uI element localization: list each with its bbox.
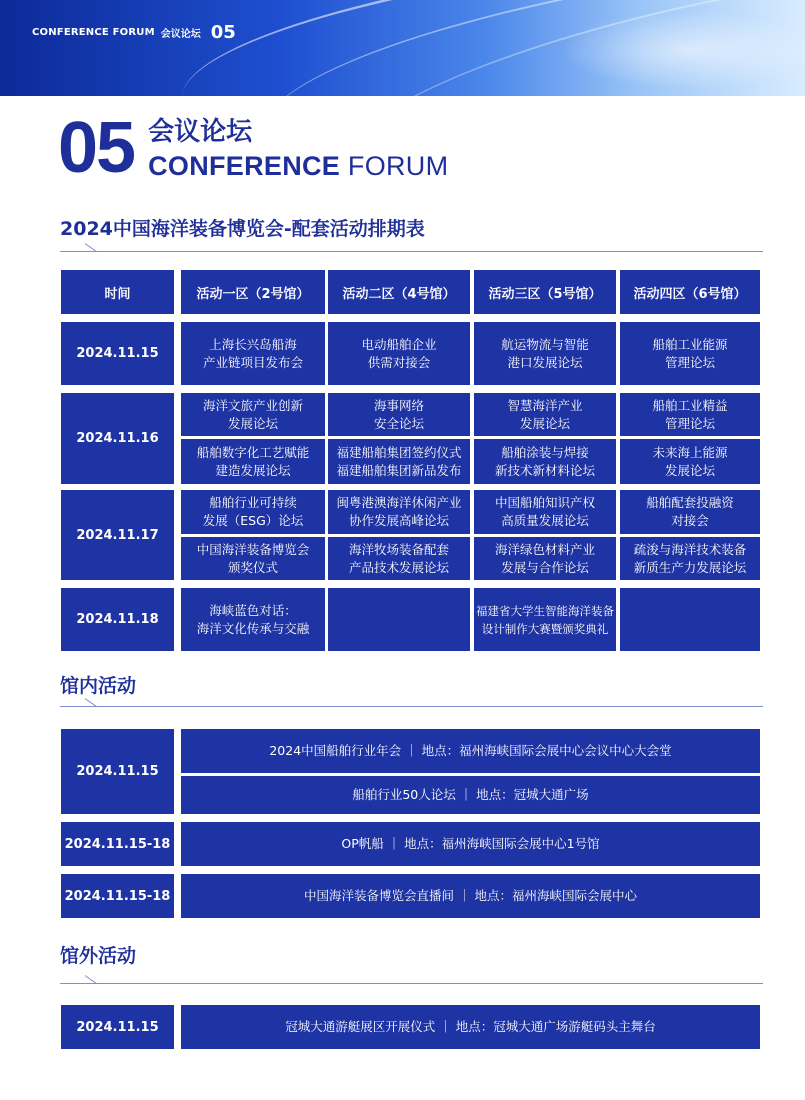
- section-heading: [58, 108, 449, 188]
- event-cell: 船舶工业精益 管理论坛: [620, 393, 760, 436]
- event-cell: 闽粤港澳海洋休闲产业 协作发展高峰论坛: [328, 490, 470, 534]
- event-cell: 船舶数字化工艺赋能 建造发展论坛: [181, 439, 325, 484]
- banner-cn: 会议论坛: [160, 29, 201, 40]
- header-zone-4: 活动四区（6号馆）: [620, 270, 760, 314]
- top-banner: [0, 0, 805, 96]
- divider-line: [60, 983, 763, 984]
- date-cell: 2024.11.17: [61, 490, 174, 580]
- banner-number: 05: [210, 22, 236, 43]
- event-cell: 福建省大学生智能海洋装备 设计制作大赛暨颁奖典礼: [474, 588, 616, 651]
- event-cell: 福建船舶集团签约仪式 福建船舶集团新品发布: [328, 439, 470, 484]
- title-en-light: FORUM: [340, 151, 449, 181]
- event-cell-empty: [328, 588, 470, 651]
- date-cell: 2024.11.15: [61, 729, 174, 814]
- event-cell: 海洋文旅产业创新 发展论坛: [181, 393, 325, 436]
- activity-cell: 中国海洋装备博览会直播间 ｜ 地点：福州海峡国际会展中心: [181, 874, 760, 918]
- event-cell: 海洋牧场装备配套 产品技术发展论坛: [328, 537, 470, 580]
- event-cell-empty: [620, 588, 760, 651]
- event-cell: 电动船舶企业 供需对接会: [328, 322, 470, 385]
- divider-line: [60, 251, 763, 252]
- date-cell: 2024.11.16: [61, 393, 174, 484]
- event-cell: 船舶行业可持续 发展（ESG）论坛: [181, 490, 325, 534]
- header-time: 时间: [61, 270, 174, 314]
- section-number: 05: [58, 108, 135, 188]
- outdoor-title: 馆外活动: [60, 945, 137, 967]
- event-cell: 中国船舶知识产权 高质量发展论坛: [474, 490, 616, 534]
- activity-cell: 冠城大通游艇展区开展仪式 ｜ 地点：冠城大通广场游艇码头主舞台: [181, 1005, 760, 1049]
- event-cell: 上海长兴岛船海 产业链项目发布会: [181, 322, 325, 385]
- date-cell: 2024.11.15-18: [61, 874, 174, 918]
- event-cell: 船舶工业能源 管理论坛: [620, 322, 760, 385]
- event-cell: 未来海上能源 发展论坛: [620, 439, 760, 484]
- event-cell: 船舶涂装与焊接 新技术新材料论坛: [474, 439, 616, 484]
- divider-line: [60, 706, 763, 707]
- header-zone-2: 活动二区（4号馆）: [328, 270, 470, 314]
- section-title-cn: 会议论坛: [148, 117, 253, 147]
- event-cell: 航运物流与智能 港口发展论坛: [474, 322, 616, 385]
- section-title-en: [148, 148, 448, 184]
- date-cell: 2024.11.15: [61, 322, 174, 385]
- event-cell: 船舶配套投融资 对接会: [620, 490, 760, 534]
- date-cell: 2024.11.15-18: [61, 822, 174, 866]
- event-cell: 中国海洋装备博览会 颁奖仪式: [181, 537, 325, 580]
- event-cell: 疏浚与海洋技术装备 新质生产力发展论坛: [620, 537, 760, 580]
- banner-label: [32, 22, 236, 43]
- schedule-title: 2024中国海洋装备博览会-配套活动排期表: [60, 218, 425, 240]
- header-zone-3: 活动三区（5号馆）: [474, 270, 616, 314]
- date-cell: 2024.11.18: [61, 588, 174, 651]
- activity-cell: OP帆船 ｜ 地点：福州海峡国际会展中心1号馆: [181, 822, 760, 866]
- event-cell: 海洋绿色材料产业 发展与合作论坛: [474, 537, 616, 580]
- activity-cell: 2024中国船舶行业年会 ｜ 地点：福州海峡国际会展中心会议中心大会堂: [181, 729, 760, 773]
- date-cell: 2024.11.15: [61, 1005, 174, 1049]
- banner-en: CONFERENCE FORUM: [32, 27, 155, 38]
- indoor-title: 馆内活动: [60, 675, 137, 697]
- event-cell: 海峡蓝色对话： 海洋文化传承与交融: [181, 588, 325, 651]
- event-cell: 海事网络 安全论坛: [328, 393, 470, 436]
- activity-cell: 船舶行业50人论坛 ｜ 地点：冠城大通广场: [181, 776, 760, 814]
- banner-glow: [560, 10, 805, 90]
- section-titles: [148, 116, 448, 184]
- event-cell: 智慧海洋产业 发展论坛: [474, 393, 616, 436]
- header-zone-1: 活动一区（2号馆）: [181, 270, 325, 314]
- title-en-bold: CONFERENCE: [148, 151, 341, 181]
